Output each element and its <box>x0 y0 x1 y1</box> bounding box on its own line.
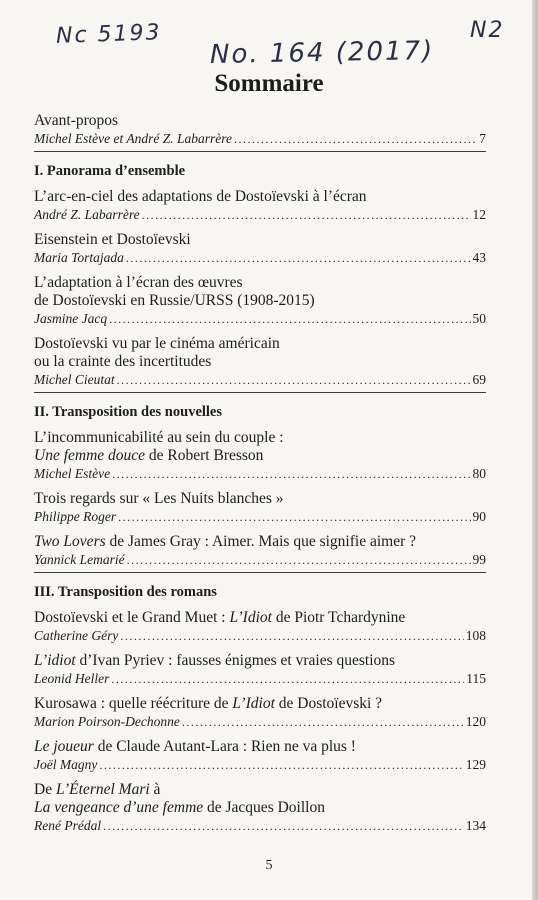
page-edge <box>532 0 538 900</box>
entry-title: Avant-propos <box>34 112 119 129</box>
toc-entry[interactable] <box>34 490 486 525</box>
handwritten-copy-number: N2 <box>470 18 505 43</box>
entry-title: L’idiot d’Ivan Pyriev : fausses énigmes et vraies questions <box>34 652 396 669</box>
toc-entry[interactable] <box>34 335 486 393</box>
toc-entry[interactable] <box>34 274 486 327</box>
toc-entry[interactable] <box>34 533 486 573</box>
handwritten-issue-number: No. 164 (2017) <box>209 36 435 70</box>
toc-entry[interactable] <box>34 695 486 730</box>
leader-dots <box>99 757 463 773</box>
entry-author: Michel Cieutat <box>34 372 115 387</box>
section-heading-2: II. Transposition des nouvelles <box>34 404 223 420</box>
entry-author: Marion Poirson-Dechonne <box>34 714 180 729</box>
toc-entry[interactable] <box>34 188 486 223</box>
entry-page: 115 <box>466 671 486 686</box>
entry-page: 43 <box>472 250 486 265</box>
section-heading-1: I. Panorama d’ensemble <box>34 163 186 179</box>
entry-author: Leonid Heller <box>34 671 110 686</box>
entry-page: 50 <box>472 311 486 326</box>
entry-page: 120 <box>465 714 486 729</box>
table-of-contents <box>34 112 486 842</box>
entry-title: Trois regards sur « Les Nuits blanches » <box>34 490 284 507</box>
entry-page: 7 <box>479 131 486 146</box>
divider <box>34 151 486 152</box>
toc-entry-avant-propos[interactable] <box>34 112 486 152</box>
entry-author: Joël Magny <box>34 757 98 772</box>
leader-dots <box>112 466 470 482</box>
entry-author: Yannick Lemarié <box>34 552 125 567</box>
entry-author: René Prédal <box>34 818 102 833</box>
entry-author: Michel Estève <box>34 466 111 481</box>
entry-page: 99 <box>472 552 486 567</box>
leader-dots <box>142 207 471 223</box>
entry-page: 134 <box>465 818 486 833</box>
handwritten-call-number: Nc 5193 <box>55 20 162 49</box>
entry-author: Jasmine Jacq <box>34 311 108 326</box>
entry-title: Le joueur de Claude Autant-Lara : Rien ne va plus ! <box>34 738 356 755</box>
entry-author: Philippe Roger <box>34 509 117 524</box>
entry-title: Two Lovers de James Gray : Aimer. Mais que signifie aimer ? <box>34 533 416 550</box>
entry-title: De L’Éternel Mari à La vengeance d’une femme de Jacques Doillon <box>34 781 325 816</box>
leader-dots <box>103 818 464 834</box>
entry-page: 80 <box>472 466 486 481</box>
divider <box>34 392 486 393</box>
toc-entry[interactable] <box>34 652 486 687</box>
leader-dots <box>118 509 470 525</box>
page-title: Sommaire <box>214 70 324 97</box>
leader-dots <box>182 714 464 730</box>
entry-author: Maria Tortajada <box>34 250 124 265</box>
toc-entry[interactable] <box>34 231 486 266</box>
entry-page: 69 <box>472 372 486 387</box>
entry-title: Dostoïevski vu par le cinéma américain ou la crainte des incertitudes <box>34 335 280 370</box>
leader-dots <box>234 131 477 147</box>
entry-title: L’adaptation à l’écran des œuvres de Dostoïevski en Russie/URSS (1908-2015) <box>34 274 315 309</box>
leader-dots <box>117 372 471 388</box>
entry-page: 108 <box>465 628 486 643</box>
toc-entry[interactable] <box>34 781 486 834</box>
toc-entry[interactable] <box>34 609 486 644</box>
leader-dots <box>109 311 470 327</box>
leader-dots <box>127 552 471 568</box>
entry-page: 12 <box>472 207 486 222</box>
entry-title: L’incommunicabilité au sein du couple : Une femme douce de Robert Bresson <box>34 429 284 464</box>
toc-entry[interactable] <box>34 429 486 482</box>
entry-title: Eisenstein et Dostoïevski <box>34 231 191 248</box>
leader-dots <box>126 250 471 266</box>
entry-title: Kurosawa : quelle réécriture de L’Idiot de Dostoïevski ? <box>34 695 383 712</box>
entry-title: L’arc-en-ciel des adaptations de Dostoïevski à l’écran <box>34 188 367 205</box>
leader-dots <box>111 671 464 687</box>
toc-entry[interactable] <box>34 738 486 773</box>
entry-author: Catherine Géry <box>34 628 119 643</box>
section-heading-3: III. Transposition des romans <box>34 584 217 600</box>
entry-page: 129 <box>465 757 486 772</box>
divider <box>34 572 486 573</box>
entry-title: Dostoïevski et le Grand Muet : L’Idiot de Piotr Tchardynine <box>34 609 406 626</box>
entry-author: André Z. Labarrère <box>34 207 140 222</box>
page-number: 5 <box>265 858 273 873</box>
leader-dots <box>120 628 463 644</box>
entry-author: Michel Estève et André Z. Labarrère <box>34 131 232 146</box>
entry-page: 90 <box>472 509 486 524</box>
